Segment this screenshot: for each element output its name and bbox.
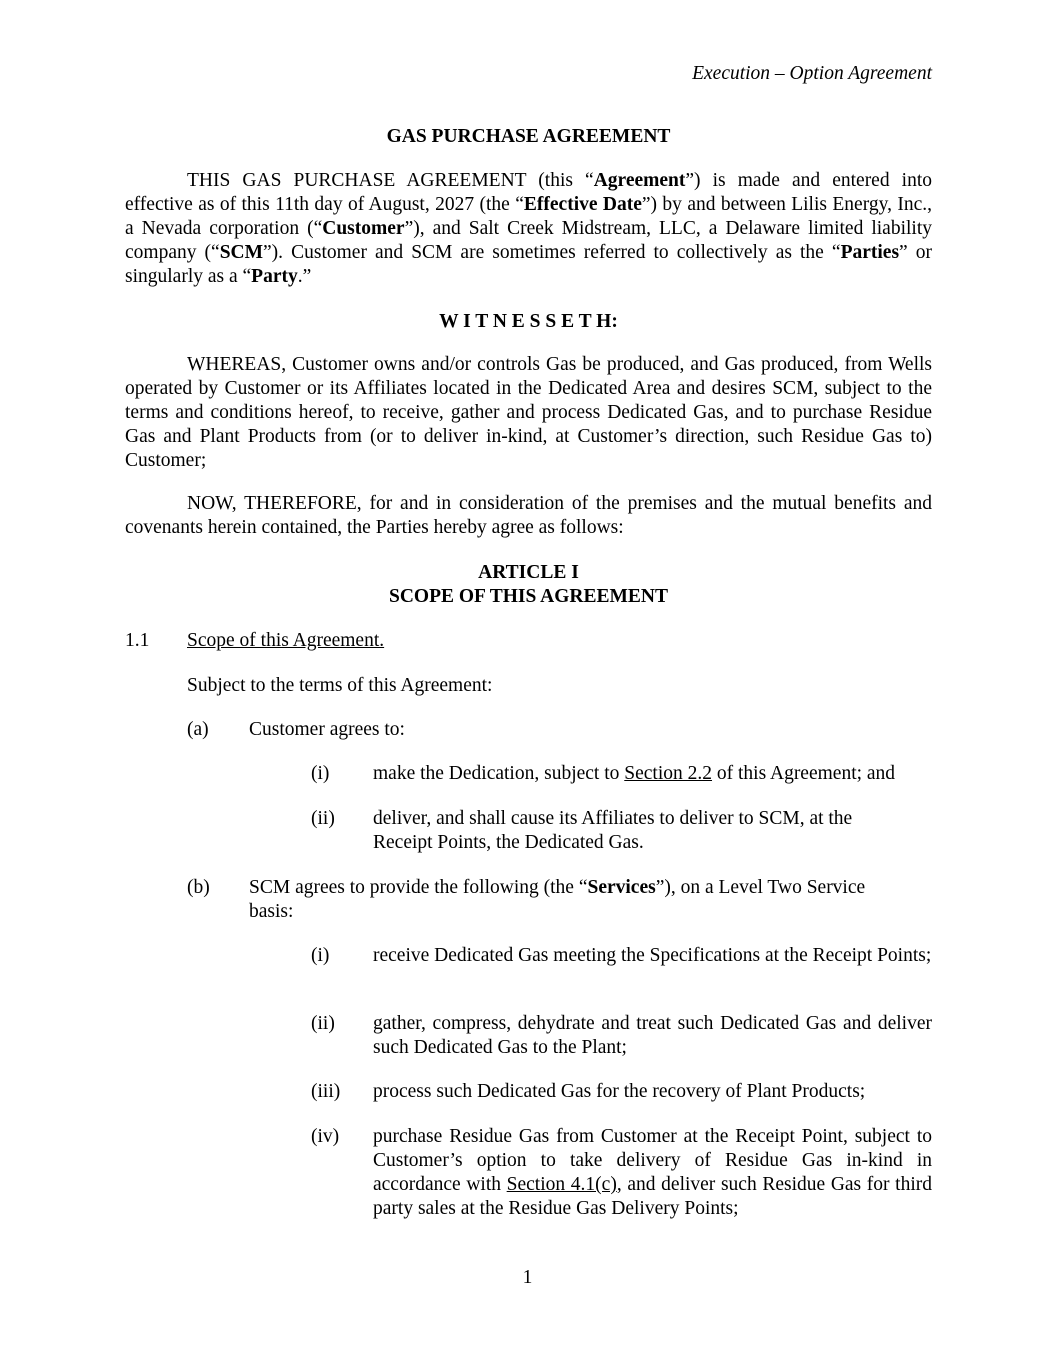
item-b-ii-text: gather, compress, dehydrate and treat such Dedicated Gas and deliver such Dedicated Gas to the Plant; xyxy=(373,1013,932,1058)
item-b-text: SCM agrees to provide the following (the “Services”), on a Level Two Service basis: xyxy=(249,877,866,922)
item-a-i-label: (i) xyxy=(311,763,330,784)
item-b-iii-label: (iii) xyxy=(311,1081,341,1102)
item-b-iv-text: purchase Residue Gas from Customer at the Receipt Point, subject to Customer’s option to take delivery of Residue Gas in-kind in accordance with Section 4.1(c), and deliver such Residue Gas for third party sales at the Residue Gas Delivery Points; xyxy=(373,1126,933,1219)
item-b-i-text: receive Dedicated Gas meeting the Specifications at the Receipt Points; xyxy=(373,945,932,966)
item-a-ii-text: deliver, and shall cause its Affiliates to deliver to SCM, at the Receipt Points, the Dedicated Gas. xyxy=(373,808,853,853)
section-lead: Subject to the terms of this Agreement: xyxy=(187,675,493,696)
witnesseth-heading: W I T N E S S E T H: xyxy=(439,311,618,332)
section-heading: Scope of this Agreement. xyxy=(187,630,385,651)
section-number: 1.1 xyxy=(125,630,150,651)
item-b-label: (b) xyxy=(187,877,210,898)
item-a-text: Customer agrees to: xyxy=(249,719,405,740)
item-a-i-text: make the Dedication, subject to Section 2.2 of this Agreement; and xyxy=(373,763,896,784)
article-title: SCOPE OF THIS AGREEMENT xyxy=(388,586,669,607)
item-a-label: (a) xyxy=(187,719,209,740)
page-number: 1 xyxy=(522,1267,533,1288)
item-b-i-label: (i) xyxy=(311,945,330,966)
document-title: GAS PURCHASE AGREEMENT xyxy=(386,126,671,147)
item-b-iv-label: (iv) xyxy=(311,1126,340,1147)
now-therefore-paragraph: NOW, THEREFORE, for and in consideration of the premises and the mutual benefits and covenants herein contained, the Parties hereby agree as follows: xyxy=(125,493,932,538)
article-number: ARTICLE I xyxy=(478,562,579,583)
item-b-iii-text: process such Dedicated Gas for the recovery of Plant Products; xyxy=(373,1081,866,1102)
intro-paragraph: THIS GAS PURCHASE AGREEMENT (this “Agreement”) is made and entered into effective as of this 11th day of August, 2027 (the “Effective Date”) by and between Lilis Energy, Inc., a Nevada corporation (“Customer”), and Salt Creek Midstream, LLC, a Delaware limited liability company (“SCM”). Customer and SCM are sometimes referred to collectively as the “Parties” or singularly as a “Party.” xyxy=(125,170,932,287)
whereas-paragraph: WHEREAS, Customer owns and/or controls Gas be produced, and Gas produced, from Wells operated by Customer or its Affiliates located in the Dedicated Area and desires SCM, subject to the terms and conditions hereof, to receive, gather and process Dedicated Gas, and to purchase Residue Gas and Plant Products from (or to deliver in-kind, at Customer’s direction, such Residue Gas to) Customer; xyxy=(125,354,932,471)
item-b-ii-label: (ii) xyxy=(311,1013,335,1034)
item-a-ii-label: (ii) xyxy=(311,808,335,829)
running-header: Execution – Option Agreement xyxy=(692,63,932,84)
